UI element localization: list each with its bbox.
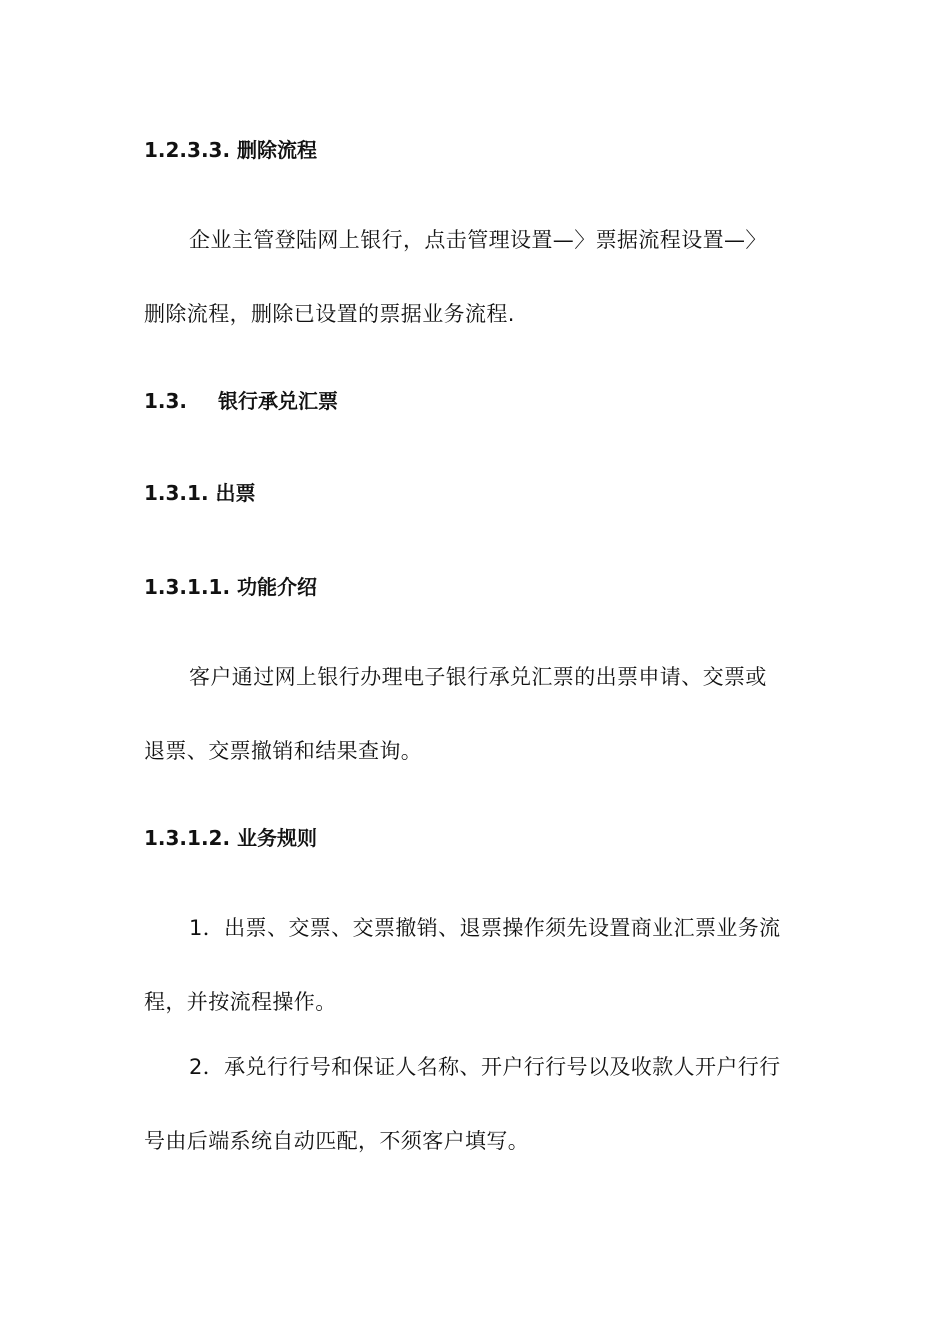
heading-number: 1.3.1.: [144, 481, 209, 505]
heading-number: 1.3.1.1.: [144, 575, 231, 599]
heading-1-3-1: [144, 479, 808, 507]
paragraph-delete-line-1: 企业主管登陆网上银行，点击管理设置—〉票据流程设置—〉: [189, 228, 767, 252]
heading-1-2-3-3: [144, 136, 808, 164]
paragraph-intro-line-1: 客户通过网上银行办理电子银行承兑汇票的出票申请、交票或: [189, 665, 767, 689]
heading-title: 银行承兑汇票: [218, 389, 338, 413]
paragraph-rule-1-line-1: 1．出票、交票、交票撤销、退票操作须先设置商业汇票业务流: [189, 916, 781, 940]
heading-1-3: [144, 387, 808, 415]
paragraph-intro-line-2: 退票、交票撤销和结果查询。: [144, 739, 423, 763]
heading-number: 1.2.3.3.: [144, 138, 231, 162]
heading-title: 功能介绍: [237, 575, 318, 599]
paragraph-rule-2-line-2: 号由后端系统自动匹配，不须客户填写。: [144, 1129, 530, 1153]
paragraph-delete-line-2: 删除流程，删除已设置的票据业务流程.: [144, 302, 515, 326]
paragraph-rule-1-line-2: 程，并按流程操作。: [144, 990, 337, 1014]
heading-title: 删除流程: [237, 138, 318, 162]
heading-number: 1.3.1.2.: [144, 826, 231, 850]
heading-1-3-1-2: [144, 824, 808, 852]
heading-number: 1.3.: [144, 389, 188, 413]
heading-title: 业务规则: [237, 826, 318, 850]
heading-title: 出票: [215, 481, 256, 505]
heading-1-3-1-1: [144, 573, 808, 601]
paragraph-rule-2-line-1: 2．承兑行行号和保证人名称、开户行行号以及收款人开户行行: [189, 1055, 781, 1079]
